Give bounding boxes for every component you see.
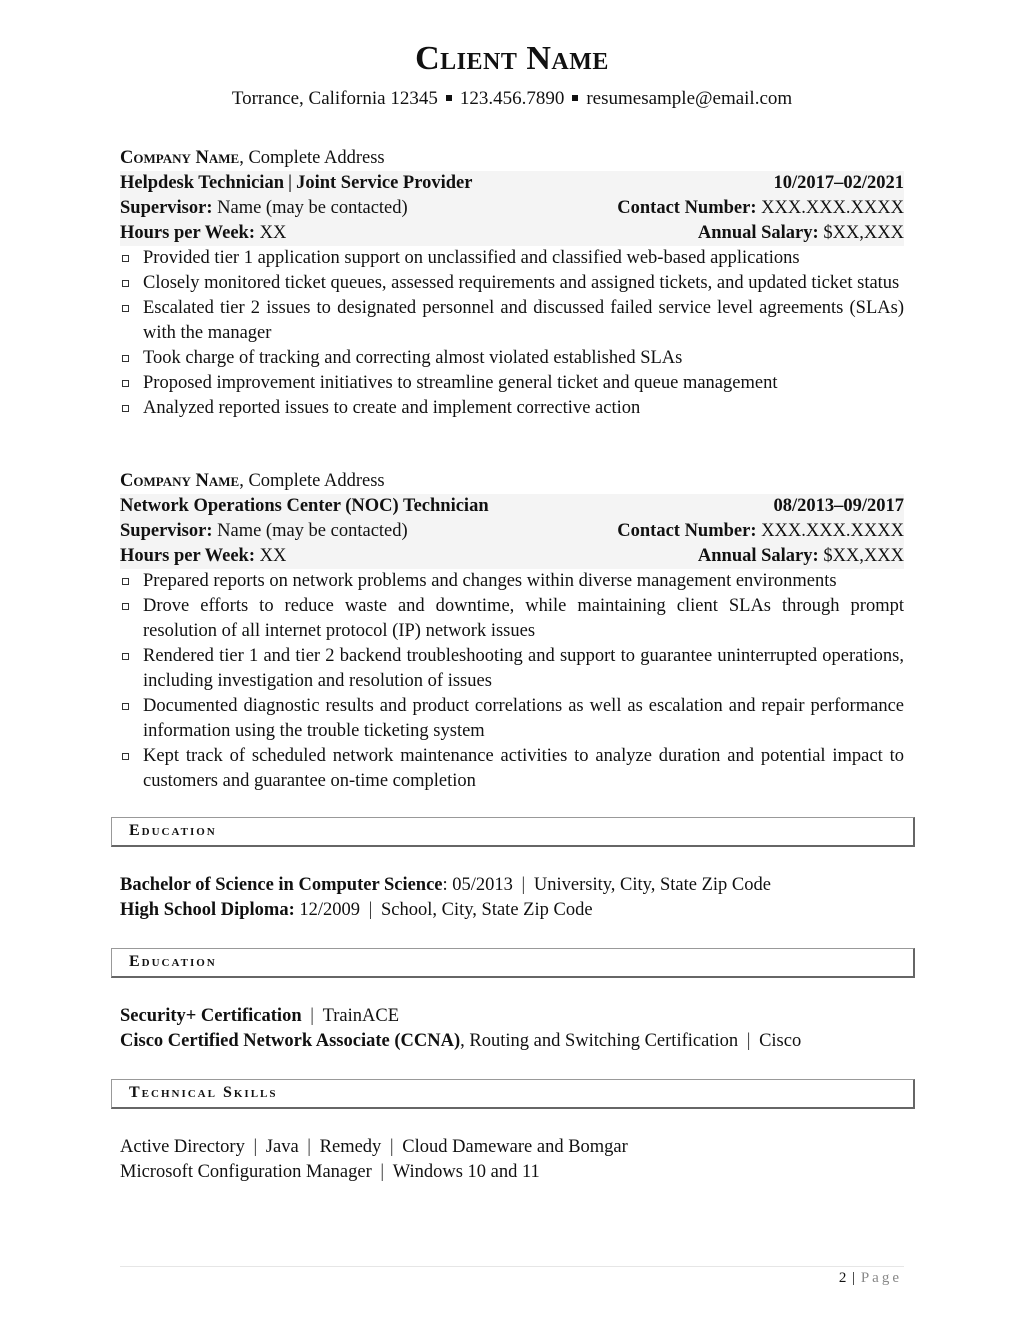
- hours-label: Hours per Week:: [120, 223, 255, 243]
- hours-value: XX: [254, 546, 287, 566]
- hs-school: School, City, State Zip Code: [380, 900, 593, 920]
- skill: Microsoft Configuration Manager: [120, 1162, 372, 1182]
- contact-label: Contact Number:: [617, 198, 757, 218]
- square-bullet-icon: [572, 95, 578, 101]
- box-bullet-icon: [122, 603, 129, 610]
- title-line: [120, 171, 904, 196]
- hs-line: [120, 898, 910, 923]
- cert-line-2: [120, 1029, 910, 1054]
- hours-label: Hours per Week:: [120, 546, 255, 566]
- salary-value: $XX,XXX: [818, 223, 904, 243]
- hs-label: High School Diploma:: [120, 900, 295, 920]
- box-bullet-icon: [122, 280, 129, 287]
- separator: |: [305, 1006, 319, 1026]
- hours-line: [120, 544, 904, 569]
- bullet-item: Provided tier 1 application support on unclassified and classified web-based applications: [120, 246, 904, 271]
- supervisor-label: Supervisor:: [120, 198, 213, 218]
- bullet-item: Kept track of scheduled network maintenance activities to analyze duration and potential impact to customers and guarantee on-time completion: [120, 744, 904, 794]
- box-bullet-icon: [122, 380, 129, 387]
- company-line: [120, 469, 904, 494]
- supervisor-value: Name (may be contacted): [212, 521, 408, 541]
- separator: |: [516, 875, 530, 895]
- client-name: Client Name: [415, 40, 609, 77]
- skills-row-1: [120, 1135, 910, 1160]
- hours-line: [120, 221, 904, 246]
- contact-label: Contact Number:: [617, 521, 757, 541]
- cert2-label: Cisco Certified Network Associate (CCNA): [120, 1031, 461, 1051]
- cert2-detail: , Routing and Switching Certification: [460, 1031, 739, 1051]
- skill: Windows 10 and 11: [392, 1162, 540, 1182]
- cert-line-1: [120, 1004, 910, 1029]
- box-bullet-icon: [122, 653, 129, 660]
- separator: |: [375, 1162, 389, 1182]
- skills-block: [120, 1135, 910, 1185]
- bullet-item: Escalated tier 2 issues to designated personnel and discussed failed service level agreements (SLAs) with the manager: [120, 296, 904, 346]
- location: Torrance, California 12345: [231, 88, 438, 109]
- separator: |: [302, 1137, 316, 1157]
- education-block: [120, 873, 910, 923]
- square-bullet-icon: [446, 95, 452, 101]
- footer-rule: [120, 1266, 904, 1267]
- supervisor-line: [120, 196, 904, 221]
- job-dates: 10/2017–02/2021: [773, 173, 904, 193]
- company-address: , Complete Address: [239, 148, 385, 168]
- bullet-item: Documented diagnostic results and product correlations as well as escalation and repair performance information using the trouble ticketing system: [120, 694, 904, 744]
- contact-value: XXX.XXX.XXXX: [756, 198, 904, 218]
- bullet-item: Closely monitored ticket queues, assessed requirements and assigned tickets, and updated ticket status: [120, 271, 904, 296]
- job-entry-1: [120, 146, 904, 421]
- degree-label: Bachelor of Science in Computer Science: [120, 875, 443, 895]
- separator: |: [385, 1137, 399, 1157]
- skills-row-2: [120, 1160, 910, 1185]
- hours-value: XX: [254, 223, 287, 243]
- box-bullet-icon: [122, 255, 129, 262]
- salary-label: Annual Salary:: [697, 546, 819, 566]
- certifications-block: [120, 1004, 910, 1054]
- company-address: , Complete Address: [239, 471, 385, 491]
- section-title: Education: [129, 822, 217, 839]
- section-header-education: [111, 817, 915, 847]
- box-bullet-icon: [122, 305, 129, 312]
- skill: Cloud Dameware and Bomgar: [402, 1137, 628, 1157]
- company-name: Company Name: [120, 148, 240, 168]
- title-line: [120, 494, 904, 519]
- box-bullet-icon: [122, 703, 129, 710]
- job-entry-2: [120, 469, 904, 794]
- degree-line: [120, 873, 910, 898]
- salary-value: $XX,XXX: [818, 546, 904, 566]
- job-title: Network Operations Center (NOC) Technician: [120, 496, 489, 516]
- box-bullet-icon: [122, 578, 129, 585]
- cert1-org: TrainACE: [322, 1006, 400, 1026]
- box-bullet-icon: [122, 405, 129, 412]
- section-header-skills: [111, 1079, 915, 1109]
- skill: Active Directory: [120, 1137, 245, 1157]
- email: resumesample@email.com: [586, 88, 793, 109]
- skill: Remedy: [319, 1137, 382, 1157]
- section-title: Education: [129, 953, 217, 970]
- salary-label: Annual Salary:: [697, 223, 819, 243]
- bullet-item: Drove efforts to reduce waste and downtime, while maintaining client SLAs through prompt resolution of all internet protocol (IP) network issues: [120, 594, 904, 644]
- separator: |: [248, 1137, 262, 1157]
- bullet-item: Prepared reports on network problems and changes within diverse management environments: [120, 569, 904, 594]
- box-bullet-icon: [122, 753, 129, 760]
- contact-value: XXX.XXX.XXXX: [756, 521, 904, 541]
- bullet-item: Rendered tier 1 and tier 2 backend troubleshooting and support to guarantee uninterrupted operations, including investigation and resolution of issues: [120, 644, 904, 694]
- degree-school: University, City, State Zip Code: [533, 875, 771, 895]
- contact-line: [0, 88, 1024, 110]
- section-header-certifications: [111, 948, 915, 978]
- job-title: Helpdesk Technician: [120, 173, 284, 193]
- bullet-item: Analyzed reported issues to create and implement corrective action: [120, 396, 904, 421]
- separator: |: [364, 900, 377, 920]
- box-bullet-icon: [122, 355, 129, 362]
- separator: |: [742, 1031, 756, 1051]
- company-name: Company Name: [120, 471, 240, 491]
- supervisor-line: [120, 519, 904, 544]
- employer: Joint Service Provider: [296, 173, 473, 193]
- job-bullets: [120, 246, 904, 421]
- degree-date: : 05/2013: [442, 875, 513, 895]
- company-line: [120, 146, 904, 171]
- job-dates: 08/2013–09/2017: [773, 496, 904, 516]
- supervisor-label: Supervisor:: [120, 521, 213, 541]
- separator: |: [287, 173, 293, 193]
- section-title: Technical Skills: [129, 1084, 278, 1101]
- page-label: Page: [860, 1270, 902, 1286]
- job-bullets: [120, 569, 904, 794]
- bullet-item: Took charge of tracking and correcting almost violated established SLAs: [120, 346, 904, 371]
- bullet-item: Proposed improvement initiatives to streamline general ticket and queue management: [120, 371, 904, 396]
- cert1-label: Security+ Certification: [120, 1006, 302, 1026]
- cert2-org: Cisco: [759, 1031, 802, 1051]
- phone: 123.456.7890: [459, 88, 565, 109]
- page-number: 2: [838, 1270, 848, 1286]
- page-footer: 2 | Page: [838, 1270, 902, 1286]
- skill: Java: [265, 1137, 299, 1157]
- hs-date: 12/2009: [294, 900, 361, 920]
- supervisor-value: Name (may be contacted): [212, 198, 408, 218]
